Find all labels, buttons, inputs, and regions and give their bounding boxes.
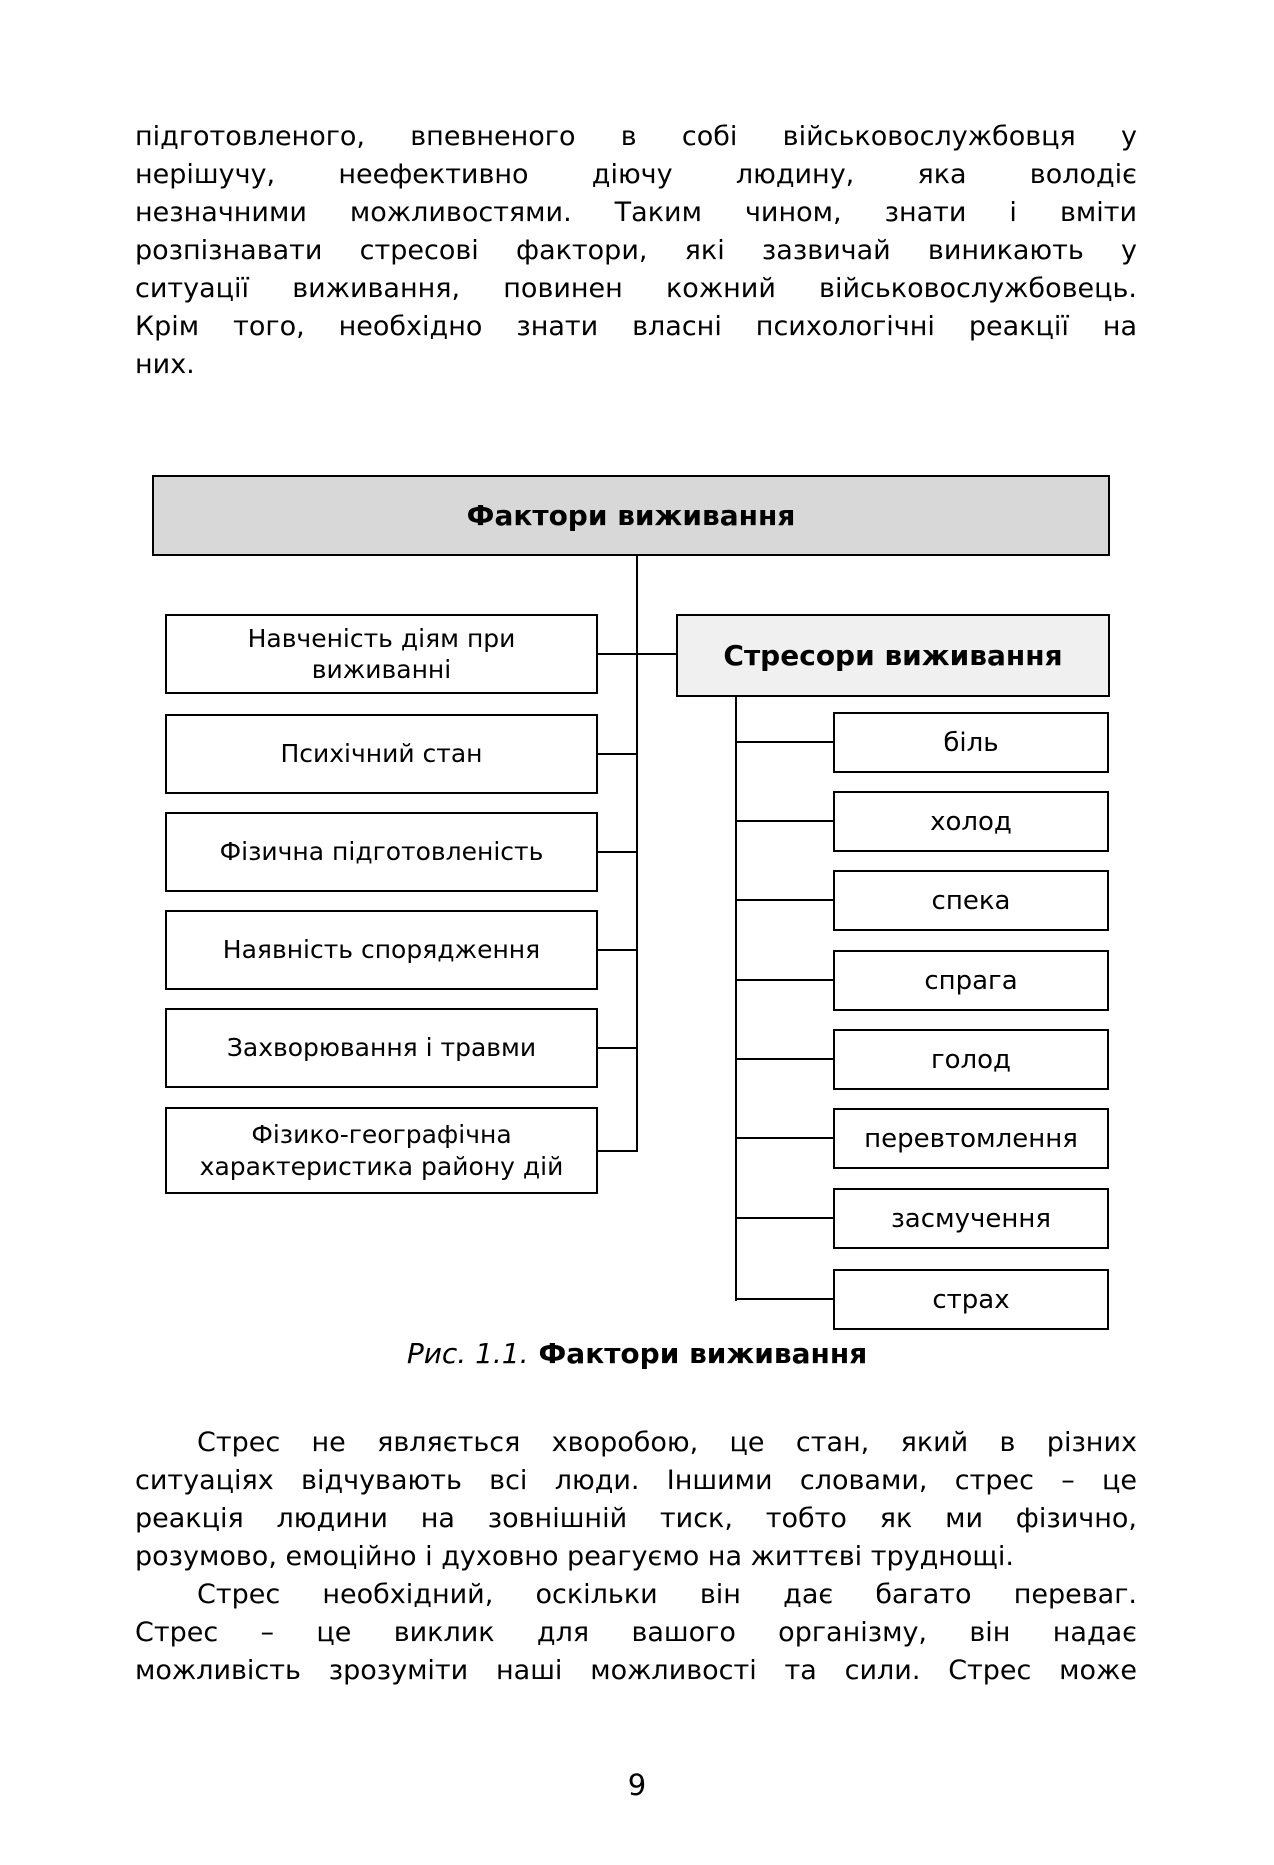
stressor-item-label: біль xyxy=(943,727,999,758)
connector-stub xyxy=(598,851,638,853)
stressor-item-label: страх xyxy=(932,1284,1010,1315)
page-number: 9 xyxy=(627,1768,647,1802)
connector-stub xyxy=(736,1217,833,1219)
connector-trunk-left xyxy=(636,556,638,1150)
connector-stub xyxy=(598,653,676,655)
connector-stub xyxy=(598,949,638,951)
left-factor-label: Психічний стан xyxy=(280,739,483,769)
stressors-header-title: Стресори виживання xyxy=(723,639,1063,672)
diagram-root-title: Фактори виживання xyxy=(466,499,796,532)
left-factor-box xyxy=(165,714,598,794)
connector-trunk-right xyxy=(735,697,737,1301)
left-factor-label: Фізико-географічна характеристика району дій xyxy=(199,1120,564,1181)
text-line: Стрес – це виклик для вашого організму, він надає xyxy=(135,1617,1137,1648)
text-line: Стрес необхідний, оскільки він дає багато переваг. xyxy=(197,1579,1137,1610)
connector-stub xyxy=(736,1298,833,1300)
text-line: Стрес не являється хворобою, це стан, який в різних xyxy=(197,1427,1137,1458)
text-line: нерішучу, неефективно діючу людину, яка володіє xyxy=(135,159,1137,190)
stressor-item-box xyxy=(833,1188,1109,1249)
text-line: розумово, емоційно і духовно реагуємо на життєві труднощі. xyxy=(135,1541,1014,1572)
connector-stub xyxy=(736,820,833,822)
left-factor-label: Наявність спорядження xyxy=(222,935,541,965)
connector-stub xyxy=(736,899,833,901)
figure-caption-label: Рис. 1.1. xyxy=(406,1337,529,1370)
bottom-paragraph-2 xyxy=(135,1576,1137,1690)
connector-stub xyxy=(598,753,638,755)
left-factor-box xyxy=(165,1008,598,1088)
text-line: незначними можливостями. Таким чином, знати і вміти xyxy=(135,197,1137,228)
stressor-item-label: перевтомлення xyxy=(864,1123,1078,1154)
text-line: ситуаціях відчувають всі люди. Іншими словами, стрес – це xyxy=(135,1465,1137,1496)
left-factor-label: Захворювання і травми xyxy=(226,1033,537,1063)
diagram-root-box xyxy=(152,475,1110,556)
stressor-item-label: холод xyxy=(930,806,1012,837)
text-line: реакція людини на зовнішній тиск, тобто як ми фізично, xyxy=(135,1503,1137,1534)
stressor-item-label: засмучення xyxy=(890,1203,1052,1234)
connector-stub xyxy=(736,979,833,981)
stressor-item-box xyxy=(833,950,1109,1011)
figure-caption-title: Фактори виживання xyxy=(538,1337,868,1370)
stressors-header-box xyxy=(676,614,1110,697)
left-factor-box xyxy=(165,812,598,892)
text-line: розпізнавати стресові фактори, які зазвичай виникають у xyxy=(135,235,1137,266)
stressor-item-label: спрага xyxy=(924,965,1018,996)
stressor-item-label: голод xyxy=(930,1044,1012,1075)
stressor-item-box xyxy=(833,1029,1109,1090)
stressor-item-box xyxy=(833,712,1109,773)
text-line: підготовленого, впевненого в собі військовослужбовця у xyxy=(135,121,1137,152)
stressor-item-box xyxy=(833,870,1109,931)
connector-stub xyxy=(736,1058,833,1060)
stressor-item-label: спека xyxy=(931,885,1011,916)
text-line: Крім того, необхідно знати власні психологічні реакції на xyxy=(135,311,1137,342)
text-line: них. xyxy=(135,349,195,380)
text-line: можливість зрозуміти наші можливості та сили. Стрес може xyxy=(135,1655,1137,1686)
connector-stub xyxy=(736,741,833,743)
left-factor-box xyxy=(165,910,598,990)
connector-stub xyxy=(598,1150,638,1152)
left-factor-label: Навченість діям при виживанні xyxy=(247,623,516,684)
left-factor-box xyxy=(165,614,598,694)
connector-stub xyxy=(736,1137,833,1139)
stressor-item-box xyxy=(833,1108,1109,1169)
top-paragraph xyxy=(135,118,1137,384)
stressor-item-box xyxy=(833,1269,1109,1330)
connector-stub xyxy=(598,1047,638,1049)
stressor-item-box xyxy=(833,791,1109,852)
text-line: ситуації виживання, повинен кожний військовослужбовець. xyxy=(135,273,1137,304)
figure-caption xyxy=(0,1337,1274,1370)
left-factor-label: Фізична підготовленість xyxy=(219,837,544,867)
bottom-paragraph-1 xyxy=(135,1424,1137,1576)
left-factor-box xyxy=(165,1107,598,1194)
